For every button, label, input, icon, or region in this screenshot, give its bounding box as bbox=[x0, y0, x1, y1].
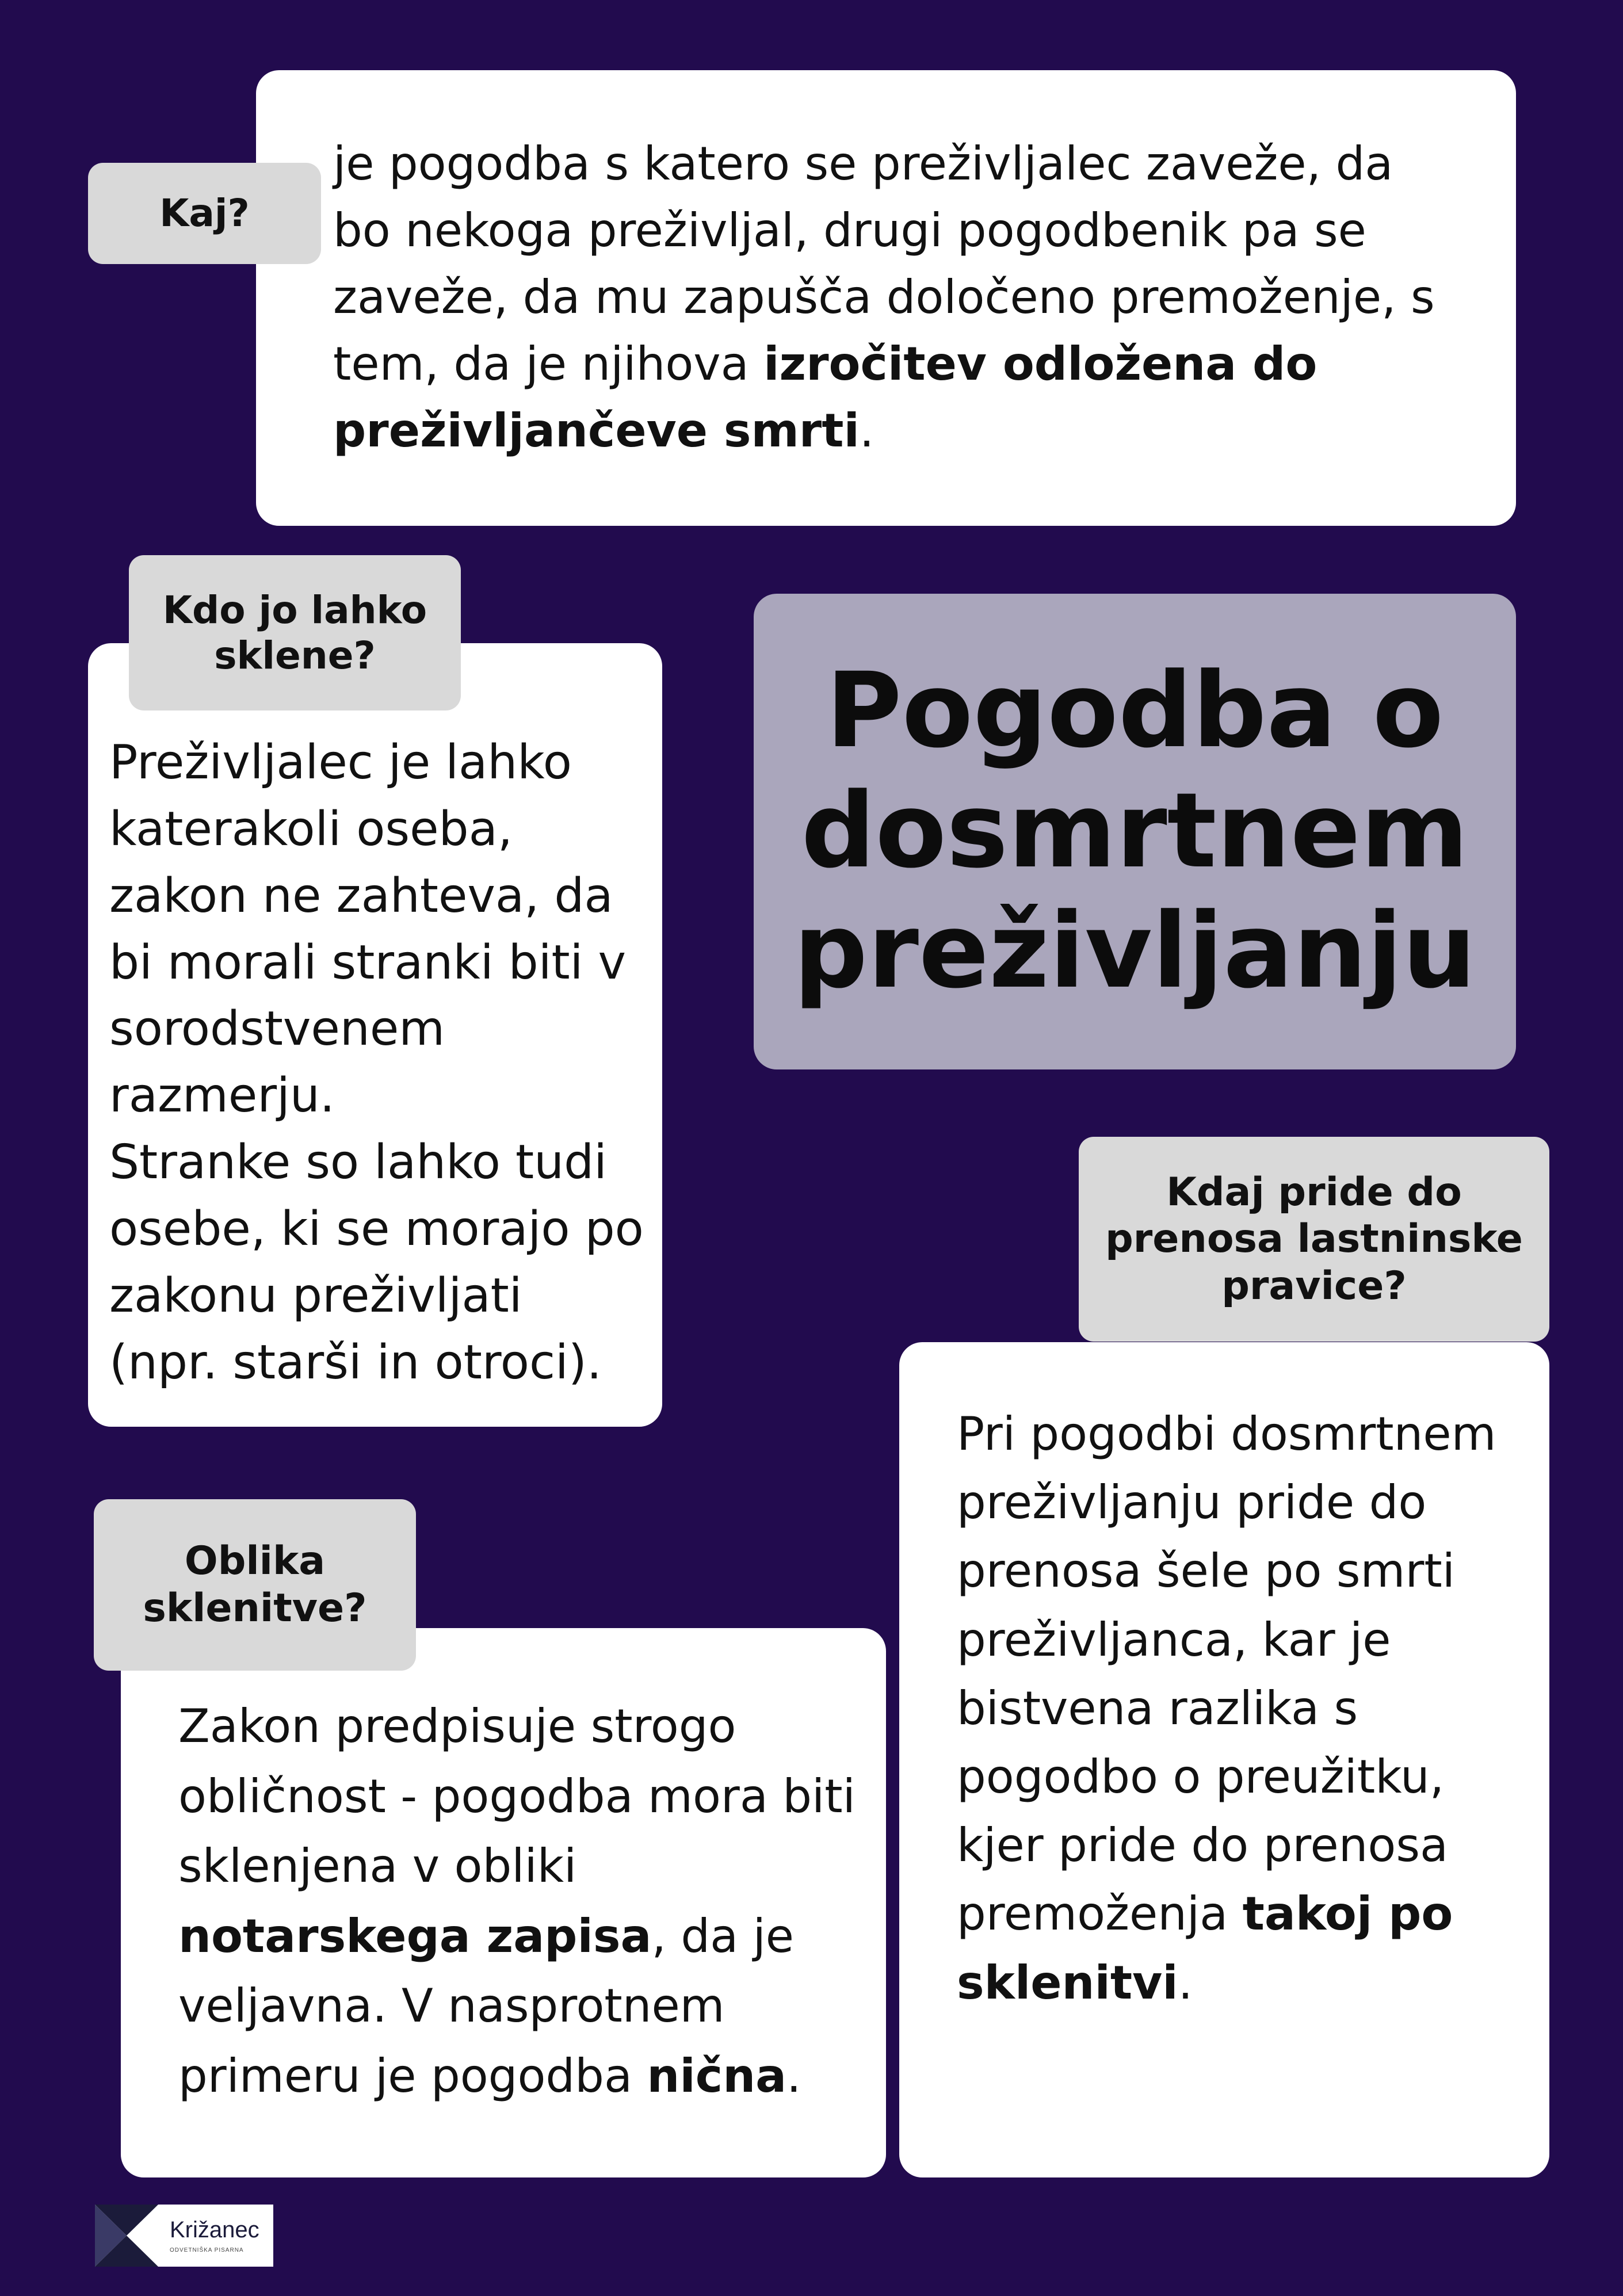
who-paragraph-2: Stranke so lahko tudi osebe, ki se morajo po zakonu preživljati (npr. starši in otroci). bbox=[109, 1135, 644, 1390]
transfer-text-end: . bbox=[1178, 1955, 1193, 2010]
form-text-part-2: , da je veljavna. V nasprotnem primeru je pogodba bbox=[178, 1909, 795, 2103]
form-text-end: . bbox=[786, 2049, 801, 2103]
arrow-logo-icon bbox=[95, 2205, 158, 2267]
logo-subtitle: ODVETNIŠKA PISARNA bbox=[170, 2247, 244, 2253]
transfer-bold: takoj po sklenitvi bbox=[957, 1887, 1453, 2010]
logo bbox=[95, 2205, 273, 2267]
kdaj-label: Kdaj pride do prenosa lastninske pravice? bbox=[1079, 1137, 1549, 1342]
transfer-card bbox=[899, 1342, 1549, 2177]
oblika-label: Oblika sklenitve? bbox=[94, 1499, 416, 1671]
kaj-label: Kaj? bbox=[88, 163, 321, 264]
definition-text-part: je pogodba s katero se preživljalec zaveže, da bo nekoga preživljal, drugi pogodbenik pa se zaveže, da mu zapušča določeno premoženje, s tem, da je njihova bbox=[333, 137, 1435, 391]
definition-bold: izročitev odložena do preživljančeve smrti bbox=[333, 337, 1318, 457]
form-bold-2: nična bbox=[647, 2049, 787, 2103]
who-paragraph-1: Preživljalec je lahko katerakoli oseba, zakon ne zahteva, da bi morali stranki biti v sorodstvenem razmerju. bbox=[109, 735, 627, 1124]
kdo-label: Kdo jo lahko sklene? bbox=[129, 555, 461, 710]
page-title: Pogodba o dosmrtnem preživljanju bbox=[793, 651, 1476, 1011]
form-text-part-1: Zakon predpisuje strogo obličnost - pogodba mora biti sklenjena v obliki bbox=[178, 1699, 856, 1893]
who-text bbox=[109, 729, 645, 1396]
logo-name: Križanec bbox=[170, 2217, 259, 2242]
who-card bbox=[88, 643, 662, 1427]
definition-card bbox=[256, 70, 1516, 526]
form-bold-1: notarskega zapisa bbox=[178, 1909, 652, 1963]
transfer-text-part: Pri pogodbi dosmrtnem preživljanju pride do prenosa šele po smrti preživljanca, kar je bistvena razlika s pogodbo o preužitku, kjer pride do prenosa premoženja bbox=[957, 1407, 1496, 1941]
definition-text bbox=[333, 131, 1447, 464]
transfer-text bbox=[957, 1400, 1526, 2017]
definition-text-end: . bbox=[859, 404, 874, 457]
title-box bbox=[754, 594, 1516, 1069]
form-text bbox=[178, 1691, 863, 2111]
form-card bbox=[121, 1628, 886, 2177]
